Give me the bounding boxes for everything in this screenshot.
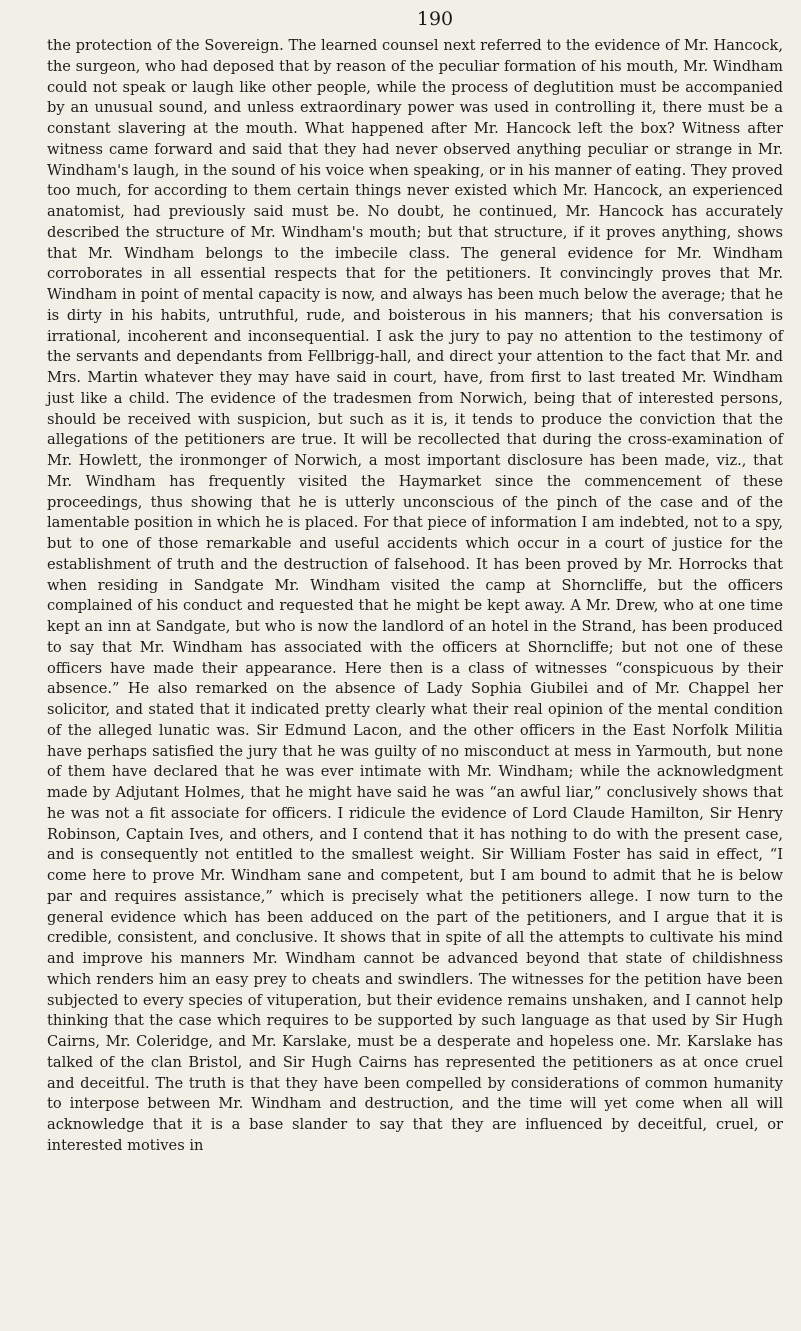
page-number: 190 [416, 8, 454, 30]
body-paragraph: the protection of the Sovereign. The learned counsel next referred to the evidence of Mr. Hancock, the surgeon, who had deposed that by reason of the peculiar formation of his mouth, Mr. Windham could not speak or laugh like other people, while the process of deglutition must be accompanied by an unusual sound, and unless extraordinary power was used in controlling it, there must be a constant slavering at the mouth. What happened after Mr. Hancock left the box? Witness after witness came forward and said that they had never observed anything peculiar or strange in Mr. Windham's laugh, in the sound of his voice when speaking, or in his manner of eating. They proved too much, for according to them certain things never existed which Mr. Hancock, an experienced anatomist, had previously said must be. No doubt, he continued, Mr. Hancock has accurately described the structure of Mr. Windham's mouth; but that structure, if it proves anything, shows that Mr. Windham belongs to the imbecile class. The general evidence for Mr. Windham corroborates in all essential respects that for the petitioners. It convincingly proves that Mr. Windham in point of mental capacity is now, and always has been much below the average; that he is dirty in his habits, untruthful, rude, and boisterous in his manners; that his conversation is irrational, incoherent and inconsequential. I ask the jury to pay no attention to the testimony of the servants and dependants from Fellbrigg-hall, and direct your attention to the fact that Mr. and Mrs. Martin whatever they may have said in court, have, from first to last treated Mr. Windham just like a child. The evidence of the tradesmen from Norwich, being that of interested persons, should be received with suspicion, but such as it is, it tends to produce the conviction that the allegations of the petitioners are true. It will be recollected that during the cross-examination of Mr. Howlett, the ironmonger of Norwich, a most important disclosure has been made, viz., that Mr. Windham has frequently visited the Haymarket since the commencement of these proceedings, thus showing that he is utterly unconscious of the pinch of the case and of the lamentable position in which he is placed. For that piece of information I am indebted, not to a spy, but to one of those remarkable and useful accidents which occur in a court of justice for the establishment of truth and the destruction of falsehood. It has been proved by Mr. Horrocks that when residing in Sandgate Mr. Windham visited the camp at Shorncliffe, but the officers complained of his conduct and requested that he might be kept away. A Mr. Drew, who at one time kept an inn at Sandgate, but who is now the landlord of an hotel in the Strand, has been produced to say that Mr. Windham has associated with the officers at Shorncliffe; but not one of these officers have made their appearance. Here then is a class of witnesses “conspicuous by their absence.” He also remarked on the absence of Lady Sophia Giubilei and of Mr. Chappel her solicitor, and stated that it indicated pretty clearly what their real opinion of the mental condition of the alleged lunatic was. Sir Edmund Lacon, and the other officers in the East Norfolk Militia have perhaps satisfied the jury that he was guilty of no misconduct at mess in Yarmouth, but none of them have declared that he was ever intimate with Mr. Windham; while the acknowledgment made by Adjutant Holmes, that he might have said he was “an awful liar,” conclusively shows that he was not a fit associate for officers. I ridicule the evidence of Lord Claude Hamilton, Sir Henry Robinson, Captain Ives, and others, and I contend that it has nothing to do with the present case, and is consequently not entitled to the smallest weight. Sir William Foster has said in effect, “I come here to prove Mr. Windham sane and competent, but I am bound to admit that he is below par and requires assistance,” which is precisely what the petitioners allege. I now turn to the general evidence which has been adduced on the part of the petitioners, and I argue that it is credible, consistent, and conclusive. It shows that in spite of all the attempts to cultivate his mind and improve his manners Mr. Windham cannot be advanced beyond that state of childishness which renders him an easy prey to cheats and swindlers. The witnesses for the petition have been subjected to every species of vituperation, but their evidence remains unshaken, and I cannot help thinking that the case which requires to be supported by such language as that used by Sir Hugh Cairns, Mr. Coleridge, and Mr. Karslake, must be a desperate and hopeless one. Mr. Karslake has talked of the clan Bristol, and Sir Hugh Cairns has represented the petitioners as at once cruel and deceitful. The truth is that they have been compelled by considerations of common humanity to interpose between Mr. Windham and destruction, and the time will yet come when all will acknowledge that it is a base slander to say that they are influenced by deceitful, cruel, or interested motives in [47, 37, 783, 1154]
